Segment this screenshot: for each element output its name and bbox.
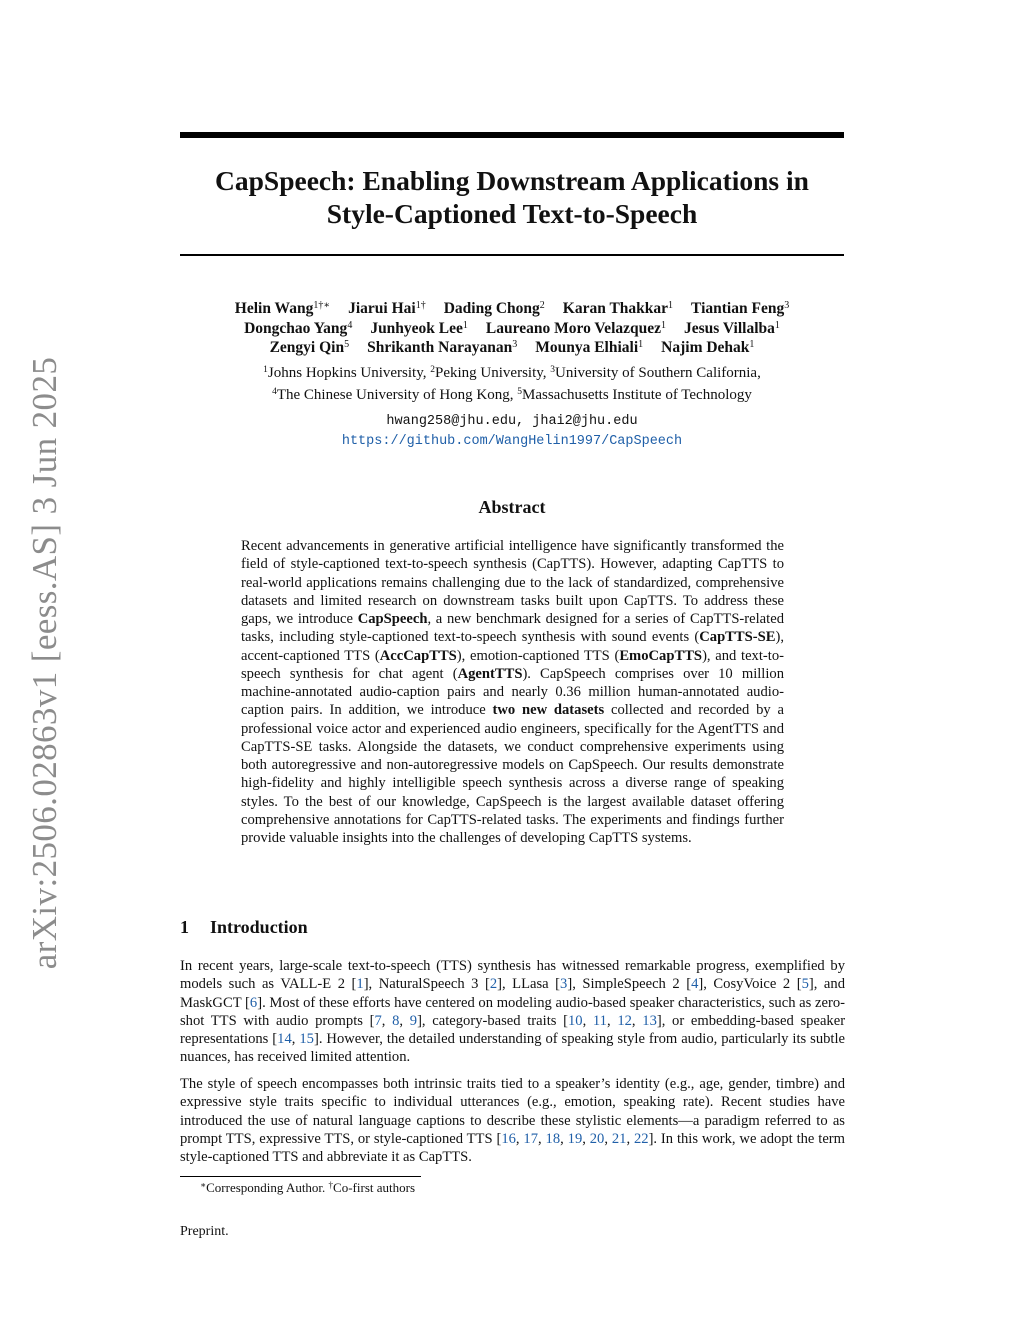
abstract-bold: CapTTS-SE xyxy=(699,629,776,646)
abstract-span: Recent advancements in generative artificial intelligence have significantly transformed the field of style-captioned text-to-speech synthesis (CapTTS). However, adapting CapTTS to real-world applications remains challenging due to the lack of standardized, comprehensive datasets and limited research on downstream tasks built upon CapTTS. To address these gaps, we introduce xyxy=(241,538,784,627)
text-span: ]. In this work, we adopt the term style-captioned TTS and abbreviate it as CapTTS. xyxy=(180,1130,846,1165)
abstract-heading: Abstract xyxy=(478,497,546,517)
abstract-span: collected and recorded by a professional voice actor and experienced audio engineers, specifically for the AgentTTS and CapTTS-SE tasks. Alongside the datasets, we conduct comprehensive experiments using both autoregressive and non-autoregressive models on CapSpeech. Our results demonstrate high-fidelity and highly intelligible speech synthesis across a diverse range of speaking styles. To the best of our knowledge, CapSpeech is the largest available dataset offering comprehensive annotations for CapTTS-related tasks. The experiments and findings further provide valuable insights into the challenges of developing CapTTS systems. xyxy=(241,702,784,846)
author-name: Laureano Moro Velazquez xyxy=(485,319,662,337)
title-top-rule xyxy=(180,132,844,138)
text-span: The style of speech encompasses both intrinsic traits tied to a speaker’s identity (e.g., age, gender, timbre) and expressive style traits specific to individual utterances (e.g., emotion, speaking rate). Recent studies have introduced the use of natural language captions to describe these stylistic elements—a paradigm referred to as prompt TTS, expressive TTS, or style-captioned TTS [ xyxy=(180,1076,845,1147)
affiliation-marker: 4 xyxy=(272,387,277,397)
author xyxy=(684,319,780,339)
text-span: , xyxy=(538,1130,546,1147)
title-bottom-rule xyxy=(180,254,844,256)
author-affiliation: 2 xyxy=(539,300,545,311)
text-span: ], and MaskGCT [ xyxy=(180,976,845,1011)
author-list xyxy=(150,299,874,358)
author-row-3 xyxy=(150,338,874,358)
section-number: 1 xyxy=(180,917,189,937)
text-span: ], CosyVoice 2 [ xyxy=(698,976,802,993)
author-affiliation: 3 xyxy=(784,300,790,311)
author-affiliation: 1 xyxy=(668,300,674,311)
intro-paragraph-1 xyxy=(180,957,845,1067)
footnote-marker: † xyxy=(328,1180,334,1190)
author xyxy=(535,338,643,358)
author-name: Zengyi Qin xyxy=(269,339,345,356)
affiliation-row-1 xyxy=(150,362,874,384)
footnote-text: Co-first authors xyxy=(333,1180,416,1195)
affiliation-marker: 3 xyxy=(550,365,556,375)
title-line-1: CapSpeech: Enabling Downstream Applications in xyxy=(215,165,809,196)
author-affiliation: 5 xyxy=(344,339,350,350)
author-affiliation: 3 xyxy=(512,339,518,350)
citation-link[interactable]: 9 xyxy=(409,1012,418,1029)
text-span: , xyxy=(626,1130,634,1147)
author xyxy=(270,338,350,358)
citation-link[interactable]: 19 xyxy=(567,1130,583,1147)
abstract-span: ), accent-captioned TTS ( xyxy=(241,629,784,664)
title-line-2: Style-Captioned Text-to-Speech xyxy=(326,198,698,229)
text-span: ]. However, the detailed understanding of speaking style from audio, particularly its subtle nuances, has received limited attention. xyxy=(180,1031,846,1066)
author-name: Tiantian Feng xyxy=(691,300,785,317)
text-span: ], SimpleSpeech 2 [ xyxy=(567,976,692,993)
text-span: , xyxy=(381,1012,393,1029)
author-name: Junhyeok Lee xyxy=(370,319,463,337)
abstract-span: , a new benchmark designed for a series of CapTTS-related tasks, including style-captioned text-to-speech synthesis with sound events ( xyxy=(241,611,784,646)
author xyxy=(348,299,426,319)
footnote-marker: ∗ xyxy=(200,1180,207,1190)
text-span: , xyxy=(604,1130,612,1147)
affiliation-marker: 2 xyxy=(430,365,436,375)
footnote-text: Corresponding Author. xyxy=(206,1180,329,1195)
footnote xyxy=(200,1179,415,1196)
affiliation: Massachusetts Institute of Technology xyxy=(522,387,752,403)
author xyxy=(235,299,330,319)
citation-link[interactable]: 2 xyxy=(489,976,498,993)
citation-link[interactable]: 20 xyxy=(589,1130,605,1147)
citation-link[interactable]: 8 xyxy=(392,1012,400,1029)
affiliation: University of Southern California, xyxy=(555,365,761,381)
github-link[interactable]: https://github.com/WangHelin1997/CapSpeech xyxy=(341,434,683,449)
text-span: ], or embedding-based speaker representations [ xyxy=(180,1012,846,1047)
author xyxy=(367,338,517,358)
text-span: , xyxy=(399,1012,410,1029)
author-affiliation: 4 xyxy=(347,319,353,331)
footnote-rule xyxy=(180,1176,421,1177)
abstract-bold: CapSpeech xyxy=(357,611,428,627)
affiliation-marker: 5 xyxy=(517,387,522,397)
author-name: Dading Chong xyxy=(443,300,540,317)
author-name: Mounya Elhiali xyxy=(535,339,639,356)
author xyxy=(661,338,754,358)
citation-link[interactable]: 21 xyxy=(611,1130,627,1147)
author-affiliation: 1 xyxy=(638,339,644,350)
citation-link[interactable]: 11 xyxy=(592,1012,607,1029)
text-span: ], NaturalSpeech 3 [ xyxy=(363,976,490,993)
abstract-bold: EmoCapTTS xyxy=(619,647,703,664)
author xyxy=(244,319,352,339)
author-affiliation: 1 xyxy=(749,339,755,350)
contact-block xyxy=(150,412,874,452)
citation-link[interactable]: 18 xyxy=(545,1130,561,1147)
text-span: , xyxy=(560,1130,568,1147)
citation-link[interactable]: 10 xyxy=(567,1012,583,1029)
author-emails: hwang258@jhu.edu, jhai2@jhu.edu xyxy=(386,414,638,429)
author-row-2 xyxy=(150,319,874,339)
author xyxy=(691,299,789,319)
author-name: Jiarui Hai xyxy=(348,300,416,317)
text-span: , xyxy=(515,1130,524,1147)
citation-link[interactable]: 3 xyxy=(560,976,568,993)
author-affiliation: 1 xyxy=(661,319,667,331)
author-name: Dongchao Yang xyxy=(244,319,348,337)
author-affiliation: 1 xyxy=(774,319,780,331)
author-name: Shrikanth Narayanan xyxy=(367,339,513,356)
author xyxy=(563,299,673,319)
section-heading-introduction xyxy=(180,915,308,939)
abstract-bold: AgentTTS xyxy=(457,665,523,682)
citation-link[interactable]: 4 xyxy=(691,976,699,993)
author-name: Karan Thakkar xyxy=(562,300,669,317)
affiliation-row-2 xyxy=(150,384,874,406)
text-span: , xyxy=(606,1012,618,1029)
author xyxy=(486,319,666,339)
affiliation: Peking University, xyxy=(435,365,551,381)
author-name: Helin Wang xyxy=(234,300,314,317)
affiliation: The Chinese University of Hong Kong, xyxy=(276,387,518,403)
citation-link[interactable]: 7 xyxy=(374,1012,382,1029)
abstract-span: ), emotion-captioned TTS ( xyxy=(456,647,620,664)
text-span: , xyxy=(582,1130,590,1147)
paper-title xyxy=(180,164,844,230)
citation-link[interactable]: 15 xyxy=(299,1031,314,1047)
text-span: , xyxy=(582,1012,593,1029)
author xyxy=(370,319,468,339)
abstract-span: ). CapSpeech comprises over 10 million machine-annotated audio-caption pairs and nearly 0.36 million human-annotated audio-caption pairs. In addition, we introduce xyxy=(241,665,785,719)
citation-link[interactable]: 22 xyxy=(633,1130,649,1147)
author-row-1 xyxy=(150,299,874,319)
section-title: Introduction xyxy=(210,917,308,937)
citation-link[interactable]: 14 xyxy=(277,1031,292,1047)
text-span: ], LLasa [ xyxy=(497,976,561,993)
citation-link[interactable]: 13 xyxy=(642,1012,657,1029)
citation-link[interactable]: 12 xyxy=(617,1012,632,1029)
text-span: , xyxy=(291,1031,300,1047)
citation-link[interactable]: 16 xyxy=(501,1130,516,1147)
affiliations xyxy=(150,362,874,406)
preprint-label: Preprint. xyxy=(180,1224,229,1239)
affiliation: Johns Hopkins University, xyxy=(267,365,431,381)
text-span: ]. Most of these efforts have centered on modeling audio-based speaker characteristics, such as zero-shot TTS with audio prompts [ xyxy=(180,994,845,1029)
abstract-text xyxy=(241,537,784,847)
citation-link[interactable]: 5 xyxy=(801,976,809,993)
arxiv-stamp: arXiv:2506.02863v1 [eess.AS] 3 Jun 2025 xyxy=(25,356,64,970)
text-span: ], category-based traits [ xyxy=(417,1012,568,1029)
abstract-bold: AccCapTTS xyxy=(379,647,457,664)
author-affiliation: 1 xyxy=(462,319,468,331)
abstract-span: ), and text-to-speech synthesis for chat agent ( xyxy=(241,647,784,682)
author-name: Jesus Villalba xyxy=(684,319,775,337)
citation-link[interactable]: 17 xyxy=(523,1130,539,1147)
author-name: Najim Dehak xyxy=(661,339,750,356)
author-affiliation: 1† xyxy=(415,300,426,311)
text-span: , xyxy=(631,1012,643,1029)
affiliation-marker: 1 xyxy=(263,365,268,375)
intro-paragraph-2 xyxy=(180,1075,845,1166)
citation-link[interactable]: 6 xyxy=(249,994,258,1011)
abstract-bold: two new datasets xyxy=(492,702,605,719)
text-span: In recent years, large-scale text-to-speech (TTS) synthesis has witnessed remarkable progress, exemplified by models such as VALL-E 2 [ xyxy=(180,958,845,993)
citation-link[interactable]: 1 xyxy=(356,976,364,993)
author xyxy=(444,299,545,319)
author-affiliation: 1†∗ xyxy=(313,300,331,311)
